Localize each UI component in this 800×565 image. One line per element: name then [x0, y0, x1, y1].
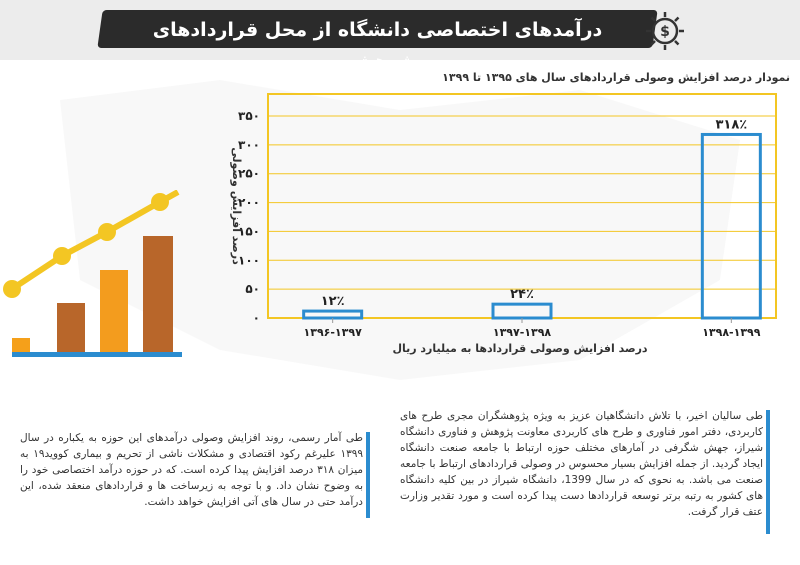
bar	[702, 134, 760, 318]
dollar-gear-icon	[640, 6, 690, 56]
right-text-panel: طی سالیان اخیر، با تلاش دانشگاهیان عزیز به ویژه پژوهشگران مجری طرح های کاربردی، دفتر امور فناوری و طرح های کاربردی معاونت پژوهش و فناوری دانشگاه شیراز، جهش شگرفی در آمارهای مختلف حوزه ارتباط با جامعه صنعت دانشگاه ایجاد گردید. از جمله افزایش بسیار محسوس در وصولی قراردادهای ارتباط با جامعه صنعت می باشد. به نحوی که در سال 1399، دانشگاه شیراز در بین کلیه دانشگاه های کشور به رتبه برتر توسعه قراردادها دست پیدا کرده است و مورد تقدیر وزارت عتف قرار گرفت.	[400, 410, 764, 518]
illustration-bar-2	[57, 303, 85, 352]
illustration-point-4	[151, 193, 169, 211]
illustration-base	[12, 352, 182, 357]
growth-chart-icon	[0, 190, 200, 370]
y-tick-label: ۲۰۰	[238, 195, 260, 210]
x-tick-label: ۱۳۹۶-۱۳۹۷	[303, 326, 362, 339]
x-axis-label: درصد افزایش وصولی قراردادها به میلیارد ریال	[392, 342, 648, 355]
right-panel-divider	[766, 410, 770, 534]
page-title: درآمدهای اختصاصی دانشگاه از محل قراردادهای پژوهشی	[152, 19, 603, 73]
svg-text:$: $	[660, 24, 670, 40]
bar-chart	[220, 88, 790, 360]
data-labels	[321, 117, 748, 309]
chart-frame	[268, 94, 776, 318]
y-tick-label: ۵۰	[245, 282, 260, 297]
chart-gridlines	[268, 116, 776, 289]
left-panel-divider	[366, 432, 370, 518]
data-label: ۱۲٪	[320, 294, 345, 310]
data-label: ۲۴٪	[510, 287, 534, 303]
y-tick-label: ۱۵۰	[238, 224, 260, 239]
x-tick-label: ۱۳۹۸-۱۳۹۹	[702, 326, 761, 339]
data-label: ۳۱۸٪	[715, 117, 748, 133]
illustration-bar-3	[100, 270, 128, 352]
y-tick-label: ۱۰۰	[238, 253, 260, 268]
illustration-point-3	[98, 223, 116, 241]
y-axis-label: درصد افزایش وصولی	[230, 147, 243, 265]
illustration-point-2	[53, 247, 71, 265]
chart-title: نمودار درصد افزایش وصولی قراردادهای سال های ۱۳۹۵ تا ۱۳۹۹	[442, 71, 790, 84]
illustration-point-1	[3, 280, 21, 298]
x-tick-label: ۱۳۹۷-۱۳۹۸	[492, 326, 552, 339]
illustration-bar-1	[12, 338, 30, 352]
bar	[493, 304, 551, 318]
y-tick-label: ۲۵۰	[238, 166, 260, 181]
illustration-bar-4	[143, 236, 173, 352]
left-text-panel: طی آمار رسمی، روند افزایش وصولی درآمدهای این حوزه به یکباره در سال ۱۳۹۹ علیرغم رکود اقتصادی و مشکلات ناشی از تحریم و بیماری کووید۱۹ به میزان ۳۱۸ درصد افزایش پیدا کرده است. که در حوزه درآمد اختصاصی خود را به وضوح نشان داد. و با توجه به زیرساخت ها و قراردادهای منعقد شده، این درآمد حتی در سال های آتی افزایش خواهد داشت.	[20, 432, 364, 508]
bar	[304, 311, 362, 318]
y-tick-label: ۳۵۰	[238, 109, 260, 123]
y-tick-label: ۰	[252, 311, 260, 325]
header	[0, 0, 800, 73]
y-tick-label: ۳۰۰	[238, 137, 260, 152]
x-axis-ticks	[304, 318, 761, 339]
